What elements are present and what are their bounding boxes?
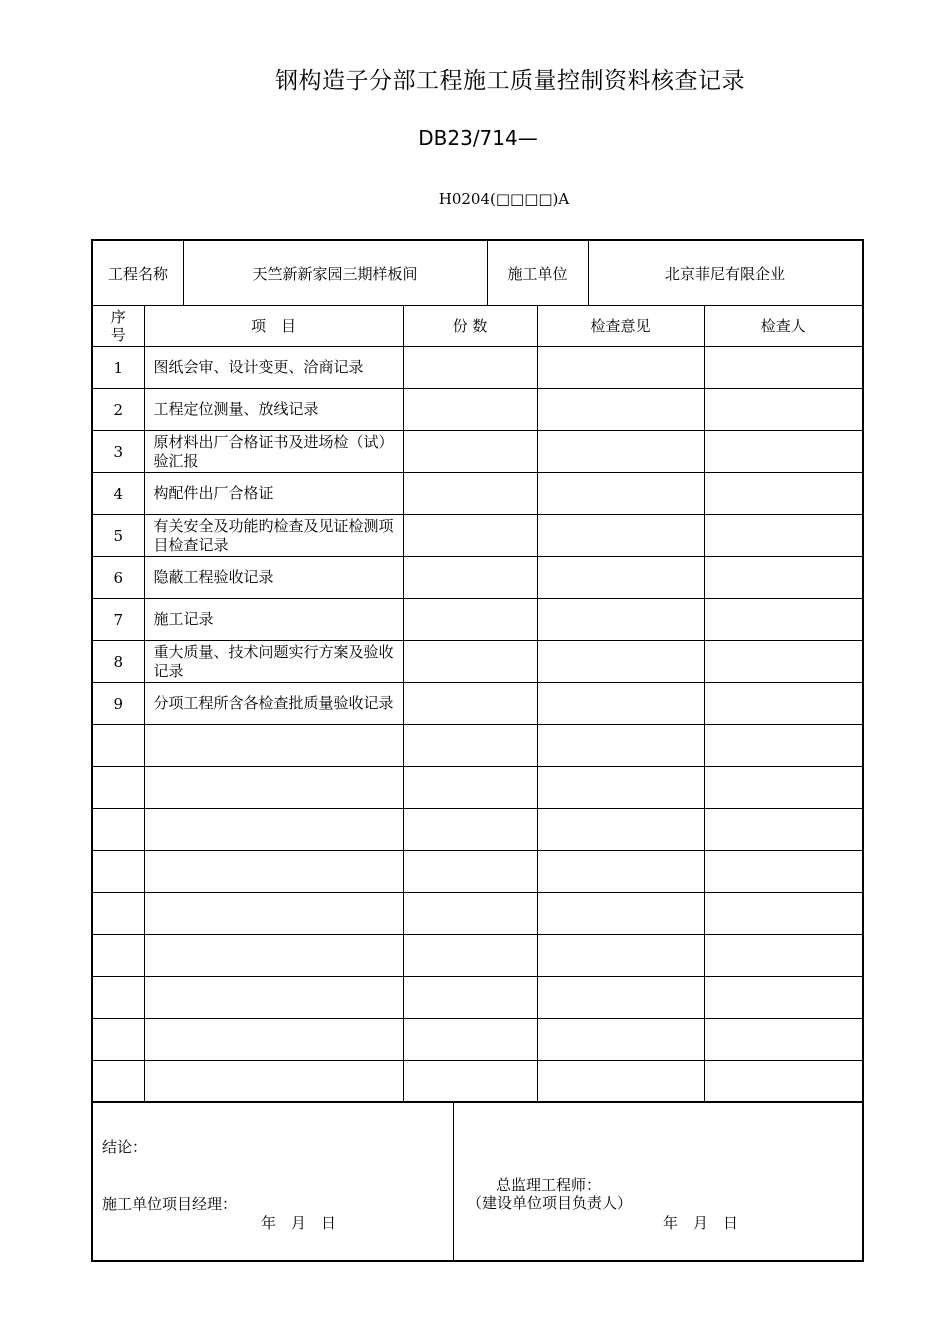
signature-section: [93, 1101, 862, 1261]
table-row: [93, 935, 862, 977]
row-item: 有关安全及功能旳检查及见证检测项目检查记录: [144, 515, 403, 557]
row-inspector-cell[interactable]: [704, 515, 862, 557]
form-title: 钢构造子分部工程施工质量控制资料核查记录: [275, 68, 745, 94]
table-row: [93, 1061, 862, 1103]
project-name-field[interactable]: 天竺新新家园三期样板间: [252, 264, 418, 283]
row-count-cell[interactable]: [403, 599, 537, 641]
table-row: [93, 557, 862, 599]
row-opinion-cell[interactable]: [537, 431, 704, 473]
row-number: [93, 809, 144, 851]
project-manager-label: 施工单位项目经理：: [102, 1195, 238, 1213]
row-item: 图纸会审、设计变更、洽商记录: [144, 347, 403, 389]
row-number: [93, 1019, 144, 1061]
row-inspector-cell[interactable]: [704, 473, 862, 515]
table-row: [93, 809, 862, 851]
row-opinion-cell[interactable]: [537, 389, 704, 431]
row-number: [93, 767, 144, 809]
row-item: [144, 1019, 403, 1061]
row-inspector-cell[interactable]: [704, 809, 862, 851]
column-header-count: 份 数: [403, 305, 537, 347]
row-inspector-cell[interactable]: [704, 431, 862, 473]
row-count-cell[interactable]: [403, 809, 537, 851]
row-inspector-cell[interactable]: [704, 1061, 862, 1103]
table-row: [93, 641, 862, 683]
row-count-cell[interactable]: [403, 683, 537, 725]
row-item: 隐蔽工程验收记录: [144, 557, 403, 599]
row-number: [93, 1061, 144, 1103]
row-opinion-cell[interactable]: [537, 473, 704, 515]
row-opinion-cell[interactable]: [537, 977, 704, 1019]
row-opinion-cell[interactable]: [537, 347, 704, 389]
row-item: [144, 725, 403, 767]
row-item: [144, 809, 403, 851]
column-header-seq: 序 号: [93, 305, 144, 347]
row-inspector-cell[interactable]: [704, 977, 862, 1019]
row-inspector-cell[interactable]: [704, 599, 862, 641]
row-inspector-cell[interactable]: [704, 347, 862, 389]
row-opinion-cell[interactable]: [537, 515, 704, 557]
row-number: [93, 725, 144, 767]
row-item: 施工记录: [144, 599, 403, 641]
row-count-cell[interactable]: [403, 515, 537, 557]
construction-unit-label: 施工单位: [507, 264, 568, 283]
table-row: [93, 977, 862, 1019]
row-opinion-cell[interactable]: [537, 809, 704, 851]
row-item: 原材料出厂合格证书及进场检（试）验汇报: [144, 431, 403, 473]
row-item: 分项工程所含各检查批质量验收记录: [144, 683, 403, 725]
row-count-cell[interactable]: [403, 893, 537, 935]
owner-representative-label: （建设单位项目负责人）: [467, 1194, 633, 1212]
row-inspector-cell[interactable]: [704, 557, 862, 599]
form-code: H0204(□□□□)A: [438, 190, 570, 208]
row-number: 7: [93, 599, 144, 641]
table-row: [93, 893, 862, 935]
table-row: [93, 389, 862, 431]
table-row: [93, 767, 862, 809]
date-right: 年 月 日: [663, 1214, 739, 1232]
inspection-table: [93, 305, 862, 1103]
row-opinion-cell[interactable]: [537, 767, 704, 809]
row-count-cell[interactable]: [403, 1019, 537, 1061]
row-number: [93, 977, 144, 1019]
row-count-cell[interactable]: [403, 557, 537, 599]
row-opinion-cell[interactable]: [537, 1061, 704, 1103]
row-number: 8: [93, 641, 144, 683]
row-opinion-cell[interactable]: [537, 935, 704, 977]
row-item: 构配件出厂合格证: [144, 473, 403, 515]
date-left: 年 月 日: [261, 1214, 337, 1232]
row-item: [144, 767, 403, 809]
row-item: [144, 851, 403, 893]
row-count-cell[interactable]: [403, 977, 537, 1019]
row-count-cell[interactable]: [403, 1061, 537, 1103]
inspection-form: [91, 239, 864, 1262]
row-opinion-cell[interactable]: [537, 641, 704, 683]
row-count-cell[interactable]: [403, 389, 537, 431]
row-number: [93, 893, 144, 935]
row-number: 3: [93, 431, 144, 473]
row-opinion-cell[interactable]: [537, 1019, 704, 1061]
column-header-inspector: 检查人: [704, 305, 862, 347]
column-header-item: 项 目: [144, 305, 403, 347]
row-inspector-cell[interactable]: [704, 683, 862, 725]
table-row: [93, 599, 862, 641]
row-item: 重大质量、技术问题实行方案及验收记录: [144, 641, 403, 683]
row-inspector-cell[interactable]: [704, 641, 862, 683]
row-opinion-cell[interactable]: [537, 851, 704, 893]
chief-supervisor-label: 总监理工程师：: [496, 1176, 602, 1194]
row-opinion-cell[interactable]: [537, 725, 704, 767]
project-name-label: 工程名称: [107, 264, 168, 283]
row-inspector-cell[interactable]: [704, 851, 862, 893]
table-row: [93, 851, 862, 893]
row-number: 5: [93, 515, 144, 557]
row-count-cell[interactable]: [403, 473, 537, 515]
construction-unit-field[interactable]: 北京菲尼有限企业: [664, 264, 785, 283]
row-count-cell[interactable]: [403, 431, 537, 473]
row-count-cell[interactable]: [403, 641, 537, 683]
table-row: [93, 347, 862, 389]
row-count-cell[interactable]: [403, 935, 537, 977]
table-row: [93, 683, 862, 725]
table-row: [93, 1019, 862, 1061]
row-inspector-cell[interactable]: [704, 893, 862, 935]
row-number: [93, 935, 144, 977]
row-opinion-cell[interactable]: [537, 557, 704, 599]
project-header: [93, 241, 862, 306]
row-item: [144, 893, 403, 935]
row-count-cell[interactable]: [403, 851, 537, 893]
column-header-opinion: 检查意见: [537, 305, 704, 347]
row-inspector-cell[interactable]: [704, 935, 862, 977]
row-item: [144, 1061, 403, 1103]
row-opinion-cell[interactable]: [537, 599, 704, 641]
row-inspector-cell[interactable]: [704, 1019, 862, 1061]
row-number: 4: [93, 473, 144, 515]
standard-number: DB23/714—: [418, 126, 538, 150]
row-number: 1: [93, 347, 144, 389]
row-inspector-cell[interactable]: [704, 767, 862, 809]
row-number: 2: [93, 389, 144, 431]
row-count-cell[interactable]: [403, 725, 537, 767]
table-row: [93, 725, 862, 767]
table-row: [93, 431, 862, 473]
row-item: [144, 935, 403, 977]
conclusion-label: 结论：: [102, 1138, 148, 1156]
table-row: [93, 515, 862, 557]
row-item: [144, 977, 403, 1019]
table-row: [93, 473, 862, 515]
row-number: 9: [93, 683, 144, 725]
row-inspector-cell[interactable]: [704, 725, 862, 767]
row-number: [93, 851, 144, 893]
row-opinion-cell[interactable]: [537, 893, 704, 935]
row-number: 6: [93, 557, 144, 599]
row-inspector-cell[interactable]: [704, 389, 862, 431]
row-count-cell[interactable]: [403, 767, 537, 809]
row-item: 工程定位测量、放线记录: [144, 389, 403, 431]
row-opinion-cell[interactable]: [537, 683, 704, 725]
row-count-cell[interactable]: [403, 347, 537, 389]
